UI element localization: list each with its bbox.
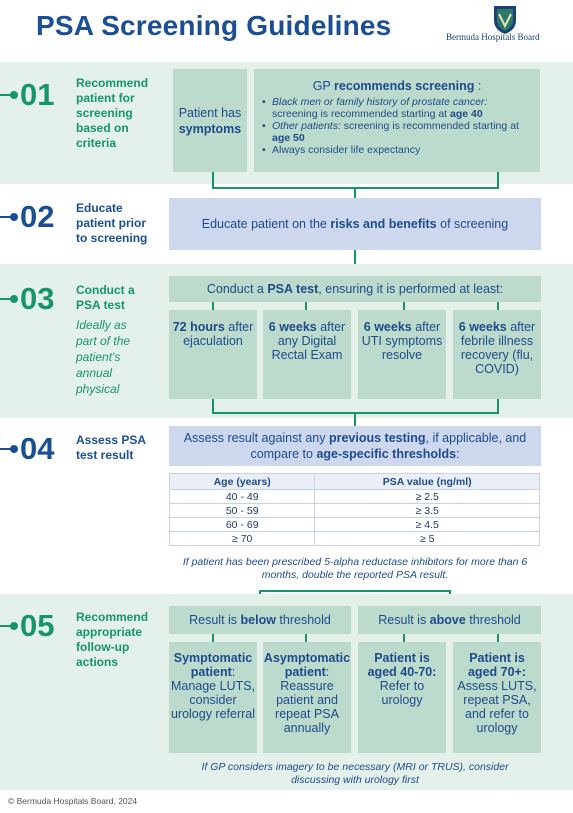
timing-box: 72 hours after ejaculation [169, 310, 257, 399]
step5-number: 05 [20, 608, 55, 643]
connector [212, 634, 214, 642]
connector [497, 172, 499, 188]
educate-box: Educate patient on the risks and benefits of screening [169, 198, 541, 250]
table-cell: 40 - 49 [170, 490, 315, 504]
table-header: PSA value (ng/ml) [315, 474, 540, 490]
timing-box: 6 weeks after any Digital Rectal Exam [263, 310, 351, 399]
table-cell: ≥ 3.5 [315, 504, 540, 518]
table-header-row [170, 474, 540, 490]
table-cell: ≥ 4.5 [315, 518, 540, 532]
step1-marker [0, 78, 72, 112]
assess-box: Assess result against any previous testing, if applicable, and compare to age-specific thresholds: [169, 426, 541, 466]
table-header: Age (years) [170, 474, 315, 490]
table-row [170, 504, 540, 518]
connector [497, 634, 499, 642]
connector [305, 302, 307, 310]
gp-criteria-item: • Other patients: screening is recommended starting at age 50 [260, 120, 534, 144]
step4-number: 04 [20, 431, 55, 466]
step3-number: 03 [20, 281, 55, 316]
step3-sublabel: Ideally as part of the patient's annual physical [76, 318, 131, 396]
connector [354, 187, 356, 198]
step1-label: Recommend patient for screening based on criteria [76, 76, 149, 150]
psa-test-header: Conduct a PSA test, ensuring it is performed at least: [169, 276, 541, 302]
step5-label: Recommend appropriate follow-up actions [76, 610, 149, 669]
symptoms-box [173, 69, 247, 172]
table-cell: ≥ 2.5 [315, 490, 540, 504]
connector [305, 634, 307, 642]
psa-threshold-table [169, 473, 540, 546]
below-threshold-header: Result is below threshold [169, 606, 351, 634]
step4-marker [0, 432, 72, 466]
timing-box: 6 weeks after UTI symptoms resolve [358, 310, 446, 399]
step5-marker [0, 609, 72, 643]
table-row [170, 518, 540, 532]
table-row [170, 490, 540, 504]
symptoms-pre: Patient has [178, 105, 242, 120]
table-cell: ≥ 5 [315, 532, 540, 546]
step2-number: 02 [20, 199, 55, 234]
step1-number: 01 [20, 77, 55, 112]
gp-bold: recommends screening [334, 79, 475, 93]
gp-criteria-item: • Always consider life expectancy [260, 144, 534, 156]
symptoms-bold: symptoms [178, 121, 242, 136]
connector [212, 302, 214, 310]
copyright: © Bermuda Hospitals Board, 2024 [8, 796, 138, 806]
timing-box: 6 weeks after febrile illness recovery (flu, COVID) [453, 310, 541, 399]
table-cell: 50 - 59 [170, 504, 315, 518]
connector [497, 399, 499, 413]
table-cell: ≥ 70 [170, 532, 315, 546]
table-cell: 60 - 69 [170, 518, 315, 532]
above-threshold-header: Result is above threshold [358, 606, 541, 634]
action-box: Patient is aged 40-70: Refer to urology [358, 642, 446, 753]
connector [403, 634, 405, 642]
connector [497, 302, 499, 310]
connector [259, 590, 451, 592]
gp-heading [260, 79, 534, 93]
page-title: PSA Screening Guidelines [36, 10, 392, 41]
action-box: Patient is aged 70+: Assess LUTS, repeat PSA, and refer to urology [453, 642, 541, 753]
step4-label: Assess PSA test result [76, 433, 146, 462]
table-row [170, 532, 540, 546]
gp-recommends-box [254, 69, 540, 172]
connector [212, 399, 214, 413]
step3-label: Conduct a PSA test [76, 283, 135, 312]
action-box: Symptomatic patient: Manage LUTS, consider urology referral [169, 642, 257, 753]
gp-post: : [474, 79, 482, 93]
gp-criteria-list [260, 96, 534, 156]
5ari-note: If patient has been prescribed 5-alpha reductase inhibitors for more than 6 months, double the reported PSA result. [182, 556, 528, 581]
connector [403, 302, 405, 310]
action-box: Asymptomatic patient: Reassure patient and repeat PSA annually [263, 642, 351, 753]
imagery-note: If GP considers imagery to be necessary (MRI or TRUS), consider discussing with urology first [201, 761, 509, 786]
step3-marker [0, 282, 72, 316]
gp-criteria-item: • Black men or family history of prostate cancer: screening is recommended starting at age 40 [260, 96, 534, 120]
logo-text: Bermuda Hospitals Board [446, 32, 540, 42]
gp-pre: GP [312, 79, 331, 93]
step2-label: Educate patient prior to screening [76, 201, 148, 245]
step2-marker [0, 200, 72, 234]
connector [212, 172, 214, 188]
